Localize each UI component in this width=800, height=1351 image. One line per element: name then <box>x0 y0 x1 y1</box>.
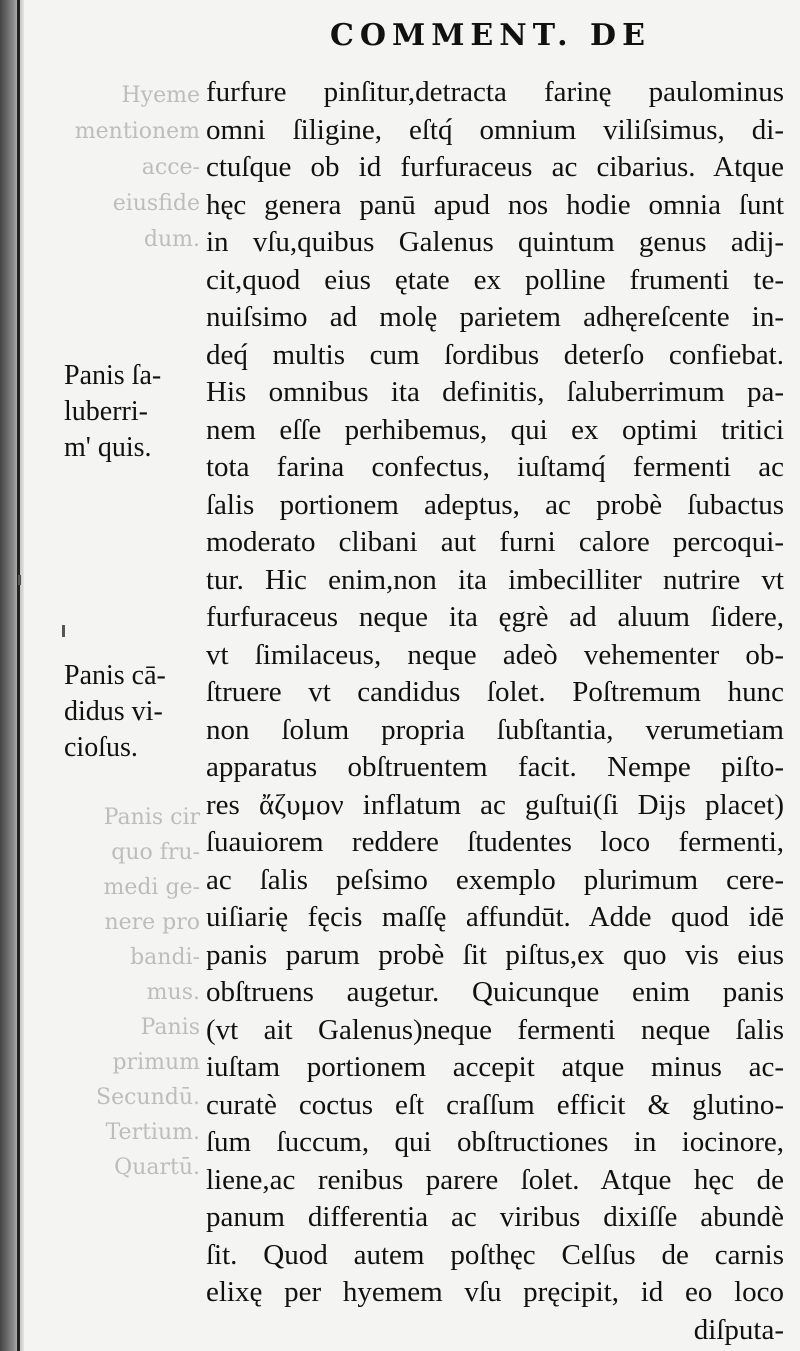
text-line: curatè coctus eſt craſſum efficit & glutino- <box>206 1088 784 1121</box>
text-line: panum differentia ac viribus dixiſſe abundè <box>206 1201 784 1233</box>
text-line: deq́ multis cum ſordibus deterſo confiebat. <box>206 338 784 371</box>
book-spine-shadow <box>0 0 24 1351</box>
bleed-line: quo fru- <box>111 840 200 865</box>
bleed-through-upper <box>30 78 200 258</box>
text-line: moderato clibani aut furni calore percoqui- <box>206 526 784 558</box>
text-line: nuiſsimo ad molę parietem adhęreſcente in- <box>206 301 784 333</box>
bleed-line: mus. <box>146 980 200 1005</box>
text-line: omni ſiligine, eſtq́ omnium viliſsimus, di- <box>206 113 784 146</box>
text-line: ac ſalis peſsimo exemplo plurimum cere- <box>206 863 784 896</box>
text-line: (vt ait Galenus)neque fermenti neque ſalis <box>206 1013 784 1046</box>
bleed-line: Tertium. <box>105 1120 200 1145</box>
text-line: non ſolum propria ſubſtantia, verumetiam <box>206 713 784 746</box>
text-line: nem eſſe perhibemus, qui ex optimi tritici <box>206 413 784 446</box>
text-line: ſuauiorem reddere ſtudentes loco fermenti, <box>206 826 784 858</box>
text-line: ſit. Quod autem poſthęc Celſus de carnis <box>206 1238 784 1271</box>
bleed-line: acce- <box>141 155 200 180</box>
text-line: ſalis portionem adeptus, ac probè ſubactus <box>206 488 784 521</box>
marginal-note-line: luberri- <box>64 396 148 427</box>
text-line: ctuſque ob id furfuraceus ac cibarius. Atque <box>206 151 784 183</box>
text-line: His omnibus ita definitis, ſaluberrimum pa- <box>206 376 784 408</box>
bleed-through-lower <box>30 800 200 1185</box>
marginal-note-line: m' quis. <box>64 432 152 463</box>
text-line: apparatus obſtruentem facit. Nempe piſto- <box>206 751 784 783</box>
stray-mark <box>62 625 65 637</box>
text-line: furfuraceus neque ita ęgrè ad aluum ſidere, <box>206 601 784 633</box>
bleed-line: mentionem <box>74 119 200 144</box>
bleed-line: Quartū. <box>114 1155 200 1180</box>
bleed-line: Panis <box>140 1015 200 1040</box>
text-line: ſtruere vt candidus ſolet. Poſtremum hunc <box>206 676 784 708</box>
text-line: elixę per hyemem vſu pręcipit, id eo loco <box>206 1276 784 1308</box>
bleed-line: bandi- <box>130 945 200 970</box>
marginal-note-line: Panis cā- <box>64 660 166 691</box>
stray-mark <box>18 575 21 585</box>
marginal-note-line: didus vi- <box>64 696 163 727</box>
gutter-line <box>17 0 20 1351</box>
text-line: vt ſimilaceus, neque adeò vehementer ob- <box>206 638 784 671</box>
text-line: liene,ac renibus parere ſolet. Atque hęc de <box>206 1163 784 1196</box>
bleed-line: medi ge- <box>103 875 200 900</box>
marginal-note-panis-saluberrimus <box>64 358 204 466</box>
bleed-line: Panis cir <box>103 805 200 830</box>
bleed-line: Secundū. <box>96 1085 200 1110</box>
text-line: hęc genera panū apud nos hodie omnia ſunt <box>206 188 784 221</box>
running-header: COMMENT. DE <box>330 18 651 53</box>
text-line: furfure pinſitur,detracta farinę paulominus <box>206 76 784 108</box>
bleed-line: nere pro <box>104 910 200 935</box>
catchword-line: diſputa- <box>693 1313 784 1346</box>
text-line: obſtruens augetur. Quicunque enim panis <box>206 976 784 1008</box>
text-line: panis parum probè ſit piſtus,ex quo vis eius <box>206 938 784 971</box>
text-line: tur. Hic enim,non ita imbecilliter nutrire vt <box>206 563 784 596</box>
text-line: ſum ſuccum, qui obſtructiones in iocinore, <box>206 1126 784 1158</box>
text-line: uiſiarię fęcis maſſę affundūt. Adde quod idē <box>206 901 784 933</box>
marginal-note-line: cioſus. <box>64 732 138 763</box>
bleed-line: dum. <box>143 227 200 252</box>
main-text-block <box>206 74 784 1349</box>
bleed-line: Hyeme <box>121 83 200 108</box>
text-line: tota farina confectus, iuſtamq́ fermenti ac <box>206 451 784 483</box>
marginal-note-line: Panis ſa- <box>64 360 162 391</box>
text-line: cit,quod eius ętate ex polline frumenti te- <box>206 263 784 296</box>
text-line: in vſu,quibus Galenus quintum genus adij- <box>206 226 784 258</box>
text-line: iuſtam portionem accepit atque minus ac- <box>206 1051 784 1083</box>
marginal-note-panis-candidus <box>64 658 204 766</box>
bleed-line: primum <box>112 1050 200 1075</box>
text-line: res ἄζυμον inflatum ac guſtui(ſi Dijs placet) <box>206 788 784 821</box>
bleed-line: eiusfide <box>112 191 200 216</box>
